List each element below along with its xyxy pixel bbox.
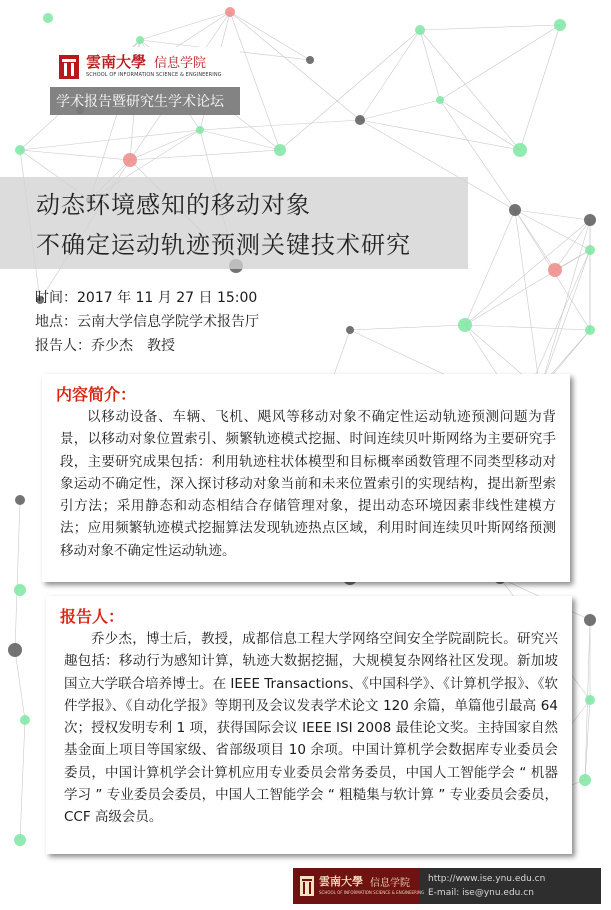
network-edge — [465, 210, 515, 325]
network-node — [14, 584, 26, 596]
network-node — [274, 144, 286, 156]
network-node — [136, 36, 144, 44]
network-edge — [515, 210, 590, 220]
network-node — [123, 153, 137, 167]
network-node — [14, 834, 26, 846]
network-edge — [515, 210, 555, 270]
network-node — [225, 7, 235, 17]
network-edge — [360, 30, 420, 120]
network-edge — [465, 325, 590, 330]
title-band — [0, 177, 468, 269]
network-edge — [15, 500, 20, 650]
network-edge — [585, 700, 590, 780]
network-edge — [420, 25, 560, 30]
forum-title: 学术报告暨研究生学术论坛 — [56, 94, 224, 110]
event-location: 地点：云南大学信息学院学术报告厅 — [35, 314, 259, 330]
network-edge — [130, 130, 200, 160]
footer-url-link[interactable]: http://www.ise.ynu.edu.cn — [428, 874, 546, 884]
network-edge — [540, 250, 590, 390]
footer-school-name-en: SCHOOL OF INFORMATION SCIENCE & ENGINEERING — [319, 890, 425, 895]
abstract-body: 以移动设备、车辆、飞机、飓风等移动对象不确定性运动轨迹预测问题为背景，以移动对象位置索引、频繁轨迹模式挖掘、时间连续贝叶斯网络为主要研究手段，主要研究成果包括：利用轨迹柱状体模型和目标概率函数管理不同类型移动对象运动不确定性，深入探讨移动对象当前和未来位置索引的实现结构，提出新型索引方法；采用静态和动态相结合存储管理对象，提出动态环境因素非线性建模方法；应用频繁轨迹模式挖掘算法发现轨迹热点区域，利用时间连续贝叶斯网络预测移动对象不确定性运动轨迹。 — [60, 409, 556, 559]
network-node — [458, 318, 472, 332]
abstract-heading: 内容简介： — [56, 385, 137, 404]
network-edge — [15, 650, 25, 720]
logo-top-panel — [50, 47, 240, 87]
network-node — [585, 695, 595, 705]
network-node — [43, 13, 53, 23]
network-edge — [540, 220, 590, 390]
network-edge — [515, 210, 590, 250]
speaker-bio-body: 乔少杰，博士后，教授，成都信息工程大学网络空间安全学院副院长。研究兴趣包括：移动行为感知计算，轨迹大数据挖掘，大规模复杂网络社区发现。新加坡国立大学联合培养博士。在 IEEE Transactions、《中国科学》、《计算机学报》、《软件学报》、《自动化学报》等期刊及会议发表学术论文 120 余篇，单篇他引最高 64 次；授权发明专利 1 项，获得国际会议 IEEE ISI 2008 最佳论文奖。主持国家自然基金面上项目等国家级、省部级项目 10 余项。中国计算机学会数据库专业委员会委员，中国计算机学会计算机应用专业委员会常务委员，中国人工智能学会 “ 机器学习 ” 专业委员会委员，中国人工智能学会 “ 粗糙集与软计算 ” 专业委员会委员，CCF 高级会员。 — [64, 631, 558, 826]
network-edge — [20, 150, 130, 160]
network-edge — [280, 30, 420, 150]
speaker-bio-card — [46, 596, 572, 854]
network-edge — [360, 100, 440, 120]
school-name: 信息学院 — [154, 56, 207, 71]
footer-school-name: 信息学院 — [370, 878, 410, 889]
network-node — [15, 495, 25, 505]
network-edge — [20, 720, 25, 840]
network-node — [436, 96, 444, 104]
network-node — [355, 115, 365, 125]
network-node — [584, 614, 596, 626]
network-node — [509, 204, 521, 216]
network-node — [585, 325, 595, 335]
footer-bar — [293, 868, 601, 904]
event-speaker: 报告人：乔少杰 教授 — [35, 338, 175, 354]
network-edge — [465, 250, 590, 325]
header-logo-block — [50, 47, 240, 115]
footer-emblem-icon — [299, 875, 315, 897]
abstract-card — [42, 374, 570, 582]
network-node — [20, 715, 30, 725]
speaker-bio-heading: 报告人： — [60, 607, 125, 626]
network-node — [554, 19, 566, 31]
report-title-line-2: 不确定运动轨迹预测关键技术研究 — [36, 231, 411, 259]
network-edge — [440, 25, 560, 100]
network-node — [196, 126, 204, 134]
network-edge — [515, 210, 540, 390]
network-node — [513, 143, 527, 157]
network-node — [15, 145, 25, 155]
network-node — [584, 214, 596, 226]
network-node — [415, 25, 425, 35]
network-edge — [230, 12, 310, 60]
university-name: 雲南大學 — [86, 53, 147, 71]
event-time: 时间：2017 年 11 月 27 日 15:00 — [35, 290, 258, 306]
network-node — [8, 643, 22, 657]
network-edge — [200, 130, 280, 150]
network-edge — [130, 150, 280, 160]
network-edge — [140, 12, 230, 40]
footer-email-link[interactable]: E-mail: ise@ynu.edu.cn — [428, 888, 534, 898]
report-title-line-1: 动态环境感知的移动对象 — [36, 191, 311, 219]
network-node — [548, 263, 562, 277]
university-emblem-icon — [58, 54, 80, 80]
network-node — [579, 774, 591, 786]
network-edge — [350, 325, 465, 330]
network-edge — [465, 220, 590, 325]
network-edge — [520, 25, 560, 150]
footer-logo — [293, 868, 425, 904]
footer-university-name: 雲南大學 — [319, 875, 363, 888]
school-name-en: SCHOOL OF INFORMATION SCIENCE & ENGINEERING — [86, 72, 222, 78]
network-node — [585, 245, 595, 255]
network-node — [306, 56, 314, 64]
network-edge — [420, 30, 520, 150]
network-edge — [200, 120, 360, 130]
network-node — [346, 326, 354, 334]
network-edge — [420, 30, 440, 100]
